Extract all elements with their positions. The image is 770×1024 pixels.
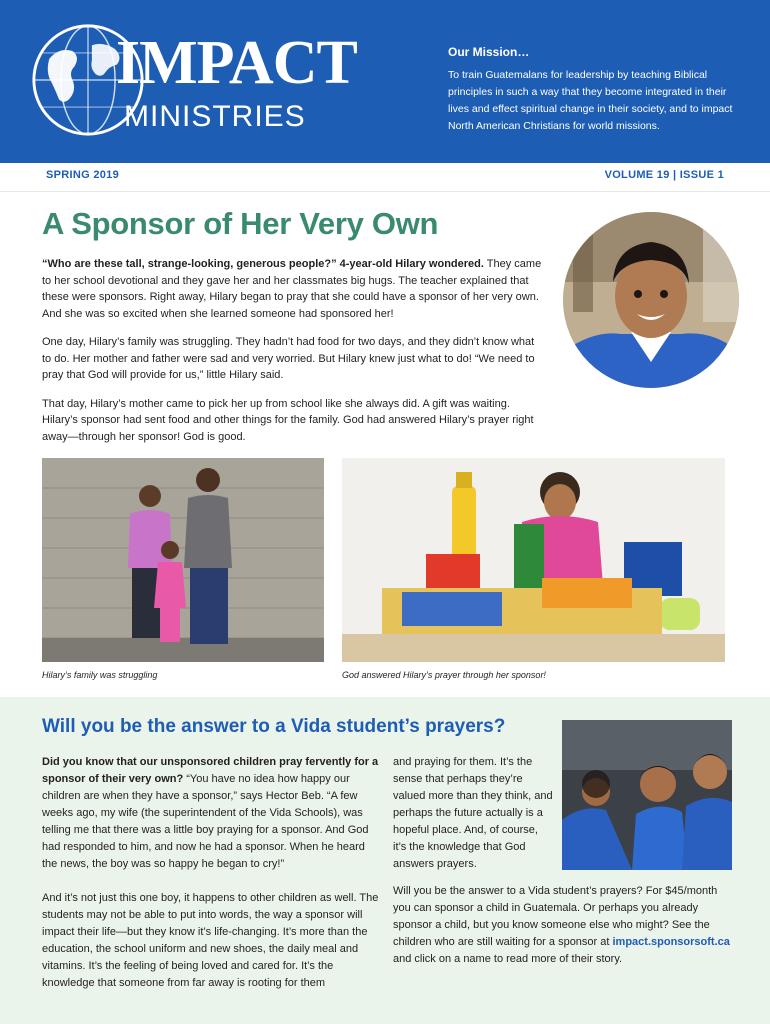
appeal-column-left: [42, 754, 380, 1009]
issue-info-bar: [0, 163, 770, 192]
photo-caption: God answered Hilary’s prayer through her sponsor!: [342, 670, 546, 680]
appeal-title: Will you be the answer to a Vida student’s prayers?: [42, 716, 506, 737]
appeal-lead: Did you know that our unsponsored children pray fervently for a sponsor of their very own?: [42, 756, 379, 785]
logo-subtitle: MINISTRIES: [124, 100, 306, 133]
lead-text: They came to her school devotional and they gave her and her classmates big hugs. The teacher explained that these were sponsors. Right away, Hilary began to pray that she could have a sponsor of her very own. And she was so excited when she learned someone had sponsored her!: [42, 258, 542, 320]
issue-season: SPRING 2019: [46, 169, 120, 181]
lead-quote: “Who are these tall, strange-looking, generous people?” 4-year-old Hilary wondered.: [42, 258, 484, 270]
mission-title: Our Mission…: [448, 45, 530, 59]
masthead: [0, 0, 770, 163]
issue-volume: VOLUME 19 | ISSUE 1: [604, 169, 724, 181]
family-photo: [42, 458, 324, 662]
article-body: [42, 256, 542, 457]
appeal-cta-text: Will you be the answer to a Vida student’s prayers? For $45/month you can sponsor a child in Guatemala. Or perhaps you already sponsor a child, but you know someone else who might? See the children who are still waiting for a sponsor at: [393, 885, 718, 948]
appeal-column-right: [393, 883, 733, 985]
photo-caption: Hilary’s family was struggling: [42, 670, 158, 680]
sponsor-website-link[interactable]: impact.sponsorsoft.ca: [612, 936, 730, 948]
appeal-paragraph: [42, 754, 380, 873]
appeal-column-right-top: [393, 754, 553, 873]
appeal-text: “You have no idea how happy our children are when they have a sponsor,” says Hector Beb. “A few weeks ago, my wife (the superintendent of the Vida Schools), was telling me that there was a little boy praying for a sponsor. And God had responded to him, and now he had a sponsor. When he heard the news, the boy was so happy he began to cry!”: [42, 773, 369, 870]
article-paragraph: That day, Hilary’s mother came to pick her up from school like she always did. A gift was waiting. Hilary’s sponsor had sent food and other things for the family. God had answered Hilary’s prayer right away—through her sponsor! God is good.: [42, 397, 534, 443]
article-paragraph: [42, 256, 542, 322]
appeal-paragraph: [393, 883, 733, 968]
article-headline: A Sponsor of Her Very Own: [42, 206, 439, 241]
appeal-paragraph: and praying for them. It’s the sense that perhaps they’re valued more than they think, and perhaps the future actually is a hopeful place. And, of course, it’s the knowledge that God answers prayers.: [393, 756, 553, 870]
logo-title: IMPACT: [116, 29, 357, 97]
article-paragraph: One day, Hilary’s family was struggling. They hadn’t had food for two days, and they didn’t know what to do. Her mother and father were sad and very worried. But Hilary knew just what to do! “We need to pray that God will provide for us,” little Hilary said.: [42, 336, 535, 381]
mission-text: To train Guatemalans for leadership by teaching Biblical principles in such a way that they become integrated in their lives and effect spiritual change in their society, and to impact North American Christians for world missions.: [448, 69, 733, 132]
appeal-paragraph: And it’s not just this one boy, it happens to other children as well. The students may not be able to put into words, the way a sponsor will impact their life—but they know it’s life-changing. It’s more than the education, the school uniform and new shoes, the daily meal and vitamins. It’s the feeling of being loved and cared for. It’s the knowledge that someone from far away is rooting for them: [42, 892, 379, 989]
food-gift-photo: [342, 458, 725, 662]
hilary-portrait-photo: [563, 212, 739, 388]
students-photo: [562, 720, 732, 870]
appeal-cta-end: and click on a name to read more of their story.: [393, 953, 623, 965]
